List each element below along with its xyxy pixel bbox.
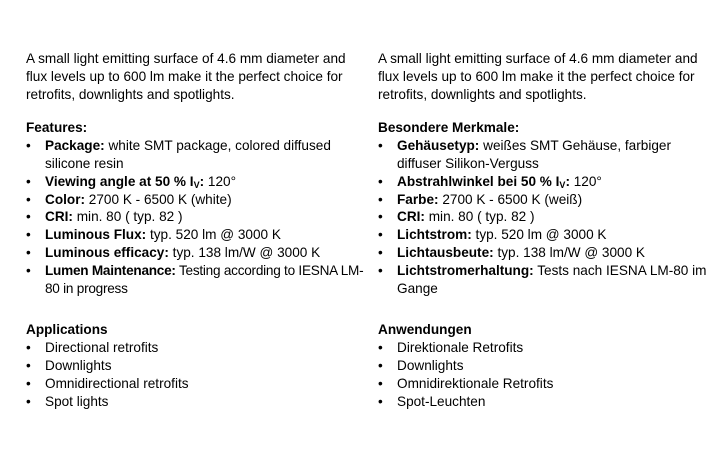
feature-term: Lumen Maintenance: (45, 262, 176, 278)
applications-list (378, 339, 718, 410)
feature-term-subscript: V (559, 179, 566, 190)
application-item (26, 339, 366, 357)
feature-term: Package: (45, 138, 105, 154)
feature-term: CRI: (397, 209, 425, 225)
feature-item-abstrahlwinkel (378, 173, 718, 191)
feature-text: typ. 138 lm/W @ 3000 K (168, 244, 321, 260)
bullet-icon: • (378, 262, 383, 278)
feature-text: Tests nach IESNA LM-80 im Gange (397, 262, 707, 296)
features-heading: Features: (26, 120, 88, 136)
feature-item-lumen-maintenance (26, 262, 366, 298)
application-text: Downlights (397, 357, 464, 373)
application-text: Omnidirectional retrofits (45, 375, 189, 391)
bullet-icon: • (26, 375, 31, 391)
bullet-icon: • (378, 138, 383, 154)
feature-text: weißes SMT Gehäuse, farbiger diffuser Silikon-Verguss (397, 138, 671, 171)
bullet-icon: • (26, 191, 31, 207)
feature-text: Testing according to IESNA LM-80 in progress (45, 262, 364, 296)
feature-term: Abstrahlwinkel bei 50 % I (397, 173, 560, 189)
feature-term: Farbe: (397, 191, 439, 207)
feature-text: 120° (204, 173, 237, 189)
bullet-icon: • (26, 209, 31, 225)
bullet-icon: • (26, 173, 31, 189)
feature-item-package (26, 137, 366, 173)
applications-heading: Anwendungen (378, 322, 472, 338)
feature-item-farbe (378, 191, 718, 209)
intro-paragraph: A small light emitting surface of 4.6 mm diameter and flux levels up to 600 lm make it the perfect choice for retrofits, downlights and spotlights. (378, 51, 698, 102)
feature-term: Lichtstrom: (397, 227, 472, 243)
application-item (26, 357, 366, 375)
feature-term: Luminous efficacy: (45, 244, 169, 260)
feature-item-gehaeusetyp (378, 137, 718, 173)
application-item (378, 393, 718, 411)
feature-term: Gehäusetyp: (397, 138, 480, 154)
bullet-icon: • (378, 173, 383, 189)
bullet-icon: • (378, 357, 383, 373)
feature-term-end: : (199, 173, 205, 189)
bullet-icon: • (26, 393, 31, 409)
feature-text: typ. 520 lm @ 3000 K (471, 227, 607, 243)
feature-item-cri (26, 208, 366, 226)
bullet-icon: • (26, 262, 31, 278)
application-text: Direktionale Retrofits (397, 340, 524, 356)
bullet-icon: • (378, 375, 383, 391)
feature-text: 2700 K - 6500 K (weiß) (438, 191, 583, 207)
feature-item-lichtstromerhaltung (378, 262, 718, 298)
feature-item-lichtstrom (378, 226, 718, 244)
feature-text: white SMT package, colored diffused silicone resin (45, 138, 331, 171)
feature-item-viewing-angle (26, 173, 366, 191)
features-list (378, 137, 718, 297)
feature-term-end: : (565, 173, 570, 189)
german-column (378, 50, 718, 410)
feature-item-cri (378, 208, 718, 226)
bullet-icon: • (378, 340, 383, 356)
bullet-icon: • (26, 138, 31, 154)
application-item (26, 375, 366, 393)
features-heading: Besondere Merkmale: (378, 120, 520, 136)
feature-item-lichtausbeute (378, 244, 718, 262)
bullet-icon: • (378, 191, 383, 207)
application-text: Spot-Leuchten (397, 393, 486, 409)
feature-text: typ. 520 lm @ 3000 K (146, 227, 281, 243)
application-text: Directional retrofits (45, 340, 159, 356)
applications-list (26, 339, 366, 410)
application-text: Omnidirektionale Retrofits (397, 375, 554, 391)
feature-text: typ. 138 lm/W @ 3000 K (493, 244, 645, 260)
feature-text: 2700 K - 6500 K (white) (85, 191, 232, 207)
applications-heading: Applications (26, 322, 108, 338)
feature-term: Color: (45, 191, 86, 207)
bullet-icon: • (26, 357, 31, 373)
feature-text: min. 80 ( typ. 82 ) (72, 209, 183, 225)
features-list (26, 137, 366, 297)
feature-term: Viewing angle at 50 % I (45, 173, 194, 189)
feature-item-luminous-efficacy (26, 244, 366, 262)
application-item (378, 375, 718, 393)
application-item (26, 393, 366, 411)
feature-text: min. 80 ( typ. 82 ) (424, 209, 535, 225)
application-text: Downlights (45, 357, 112, 373)
bullet-icon: • (26, 340, 31, 356)
feature-term: CRI: (45, 209, 73, 225)
bullet-icon: • (378, 227, 383, 243)
english-column (26, 50, 366, 410)
bullet-icon: • (378, 244, 383, 260)
feature-item-color (26, 191, 366, 209)
bullet-icon: • (26, 227, 31, 243)
bullet-icon: • (378, 209, 383, 225)
feature-item-luminous-flux (26, 226, 366, 244)
feature-term: Luminous Flux: (45, 227, 147, 243)
feature-term: Lichtausbeute: (397, 244, 494, 260)
feature-text: 120° (569, 173, 602, 189)
application-text: Spot lights (45, 393, 109, 409)
application-item (378, 339, 718, 357)
bullet-icon: • (26, 244, 31, 260)
application-item (378, 357, 718, 375)
intro-paragraph: A small light emitting surface of 4.6 mm diameter and flux levels up to 600 lm make it the perfect choice for retrofits, downlights and spotlights. (26, 51, 346, 102)
feature-term: Lichtstromerhaltung: (397, 262, 534, 278)
bullet-icon: • (378, 393, 383, 409)
feature-term-subscript: V (193, 179, 200, 190)
